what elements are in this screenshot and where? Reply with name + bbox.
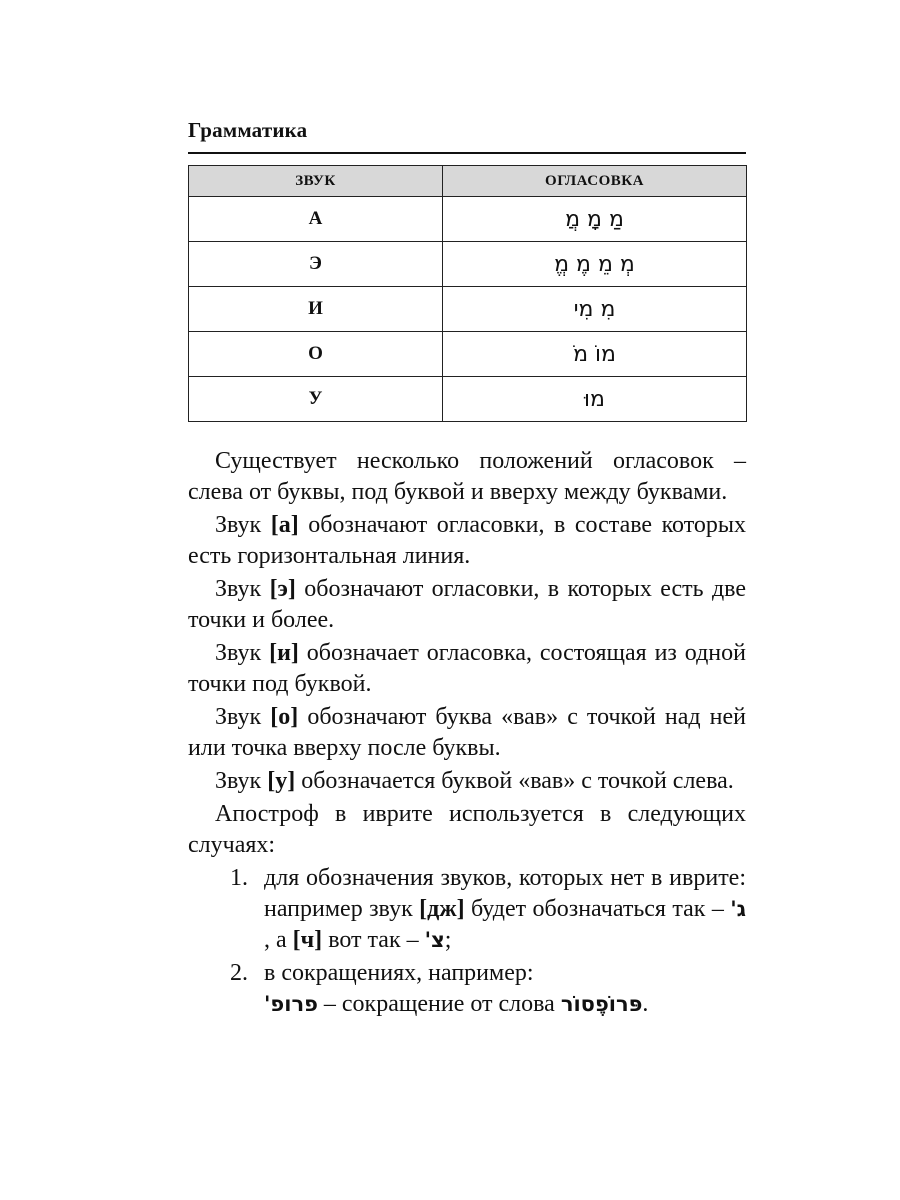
sound-label: [о] (270, 704, 299, 730)
paragraph-vowel-positions (188, 446, 746, 508)
sound-label: [у] (267, 768, 296, 794)
list-number: 2. (230, 960, 248, 986)
text-run: . (642, 991, 649, 1017)
text-run: вот так – (322, 927, 425, 953)
text-run: обозначается буквой «вав» с точкой слева. (295, 768, 734, 794)
sound-cell: А (189, 197, 443, 242)
table-row (189, 287, 747, 332)
text-run: Звук (215, 768, 268, 794)
paragraph-sound-o (188, 702, 746, 764)
text-run: – сокращение от слова (317, 991, 561, 1017)
vowel-table (188, 165, 747, 422)
paragraph-sound-u (188, 766, 746, 797)
sound-cell: О (189, 332, 443, 377)
header-divider (188, 152, 746, 154)
vowel-mark-cell: מְ מֵ מֶ מֱ (443, 242, 747, 287)
text-run: для обозначения звуков, которых нет в иврите: например звук (264, 865, 746, 922)
text-run: ; (444, 927, 452, 953)
body-text (188, 446, 746, 1020)
paragraph-sound-a (188, 510, 746, 572)
sound-cell: И (189, 287, 443, 332)
text-run: Звук (215, 704, 271, 730)
sound-cell: Э (189, 242, 443, 287)
text-run: обозначают огласовки, в составе которых есть горизонтальная линия. (188, 512, 746, 569)
table-row (189, 197, 747, 242)
vowel-mark-cell: מוֹ מֹ (443, 332, 747, 377)
list-item (188, 958, 746, 1020)
column-header-vowel-mark: ОГЛАСОВКА (443, 166, 747, 197)
list-item (188, 863, 746, 956)
table-row (189, 332, 747, 377)
paragraph-text: Апостроф в иврите используется в следующих случаях: (188, 801, 746, 858)
apostrophe-cases-list (188, 863, 746, 1020)
text-run: , а (264, 927, 293, 953)
paragraph-sound-i (188, 638, 746, 700)
paragraph-apostrophe (188, 799, 746, 861)
hebrew-abbreviation: פרופ' (264, 992, 318, 1016)
text-run: в сокращениях, например: (264, 960, 534, 986)
text-run: Звук (215, 512, 271, 538)
paragraph-sound-e (188, 574, 746, 636)
vowel-mark-cell: מוּ (443, 377, 747, 422)
hebrew-example: ג' (730, 897, 747, 921)
text-run: Звук (215, 576, 270, 602)
sound-label: [дж] (419, 896, 465, 922)
hebrew-full-word: פּרוֹפֶסוֹר (560, 992, 643, 1016)
page-header-title: Грамматика (188, 118, 308, 142)
column-header-sound: ЗВУК (189, 166, 443, 197)
sound-label: [э] (269, 576, 296, 602)
vowel-mark-cell: מַ מָ מֲ (443, 197, 747, 242)
paragraph-text: Существует несколько положений огласовок – слева от буквы, под буквой и вверху между буквами. (188, 448, 746, 505)
sound-cell: У (189, 377, 443, 422)
sound-label: [ч] (292, 927, 323, 953)
text-run: обозначают огласовки, в которых есть две точки и более. (188, 576, 747, 633)
sound-label: [а] (270, 512, 299, 538)
vowel-mark-cell: מִ מִי (443, 287, 747, 332)
text-run: будет обозначаться так – (464, 896, 731, 922)
text-run: обозначают буква «вав» с точкой над ней или точка вверху после буквы. (188, 704, 746, 761)
table-header-row (189, 166, 747, 197)
text-run: Звук (215, 640, 270, 666)
list-number: 1. (230, 865, 248, 891)
hebrew-example: צ' (424, 928, 445, 952)
table-row (189, 377, 747, 422)
sound-label: [и] (269, 640, 299, 666)
table-row (189, 242, 747, 287)
text-run: обозначает огласовка, состоящая из одной точки под буквой. (188, 640, 746, 697)
